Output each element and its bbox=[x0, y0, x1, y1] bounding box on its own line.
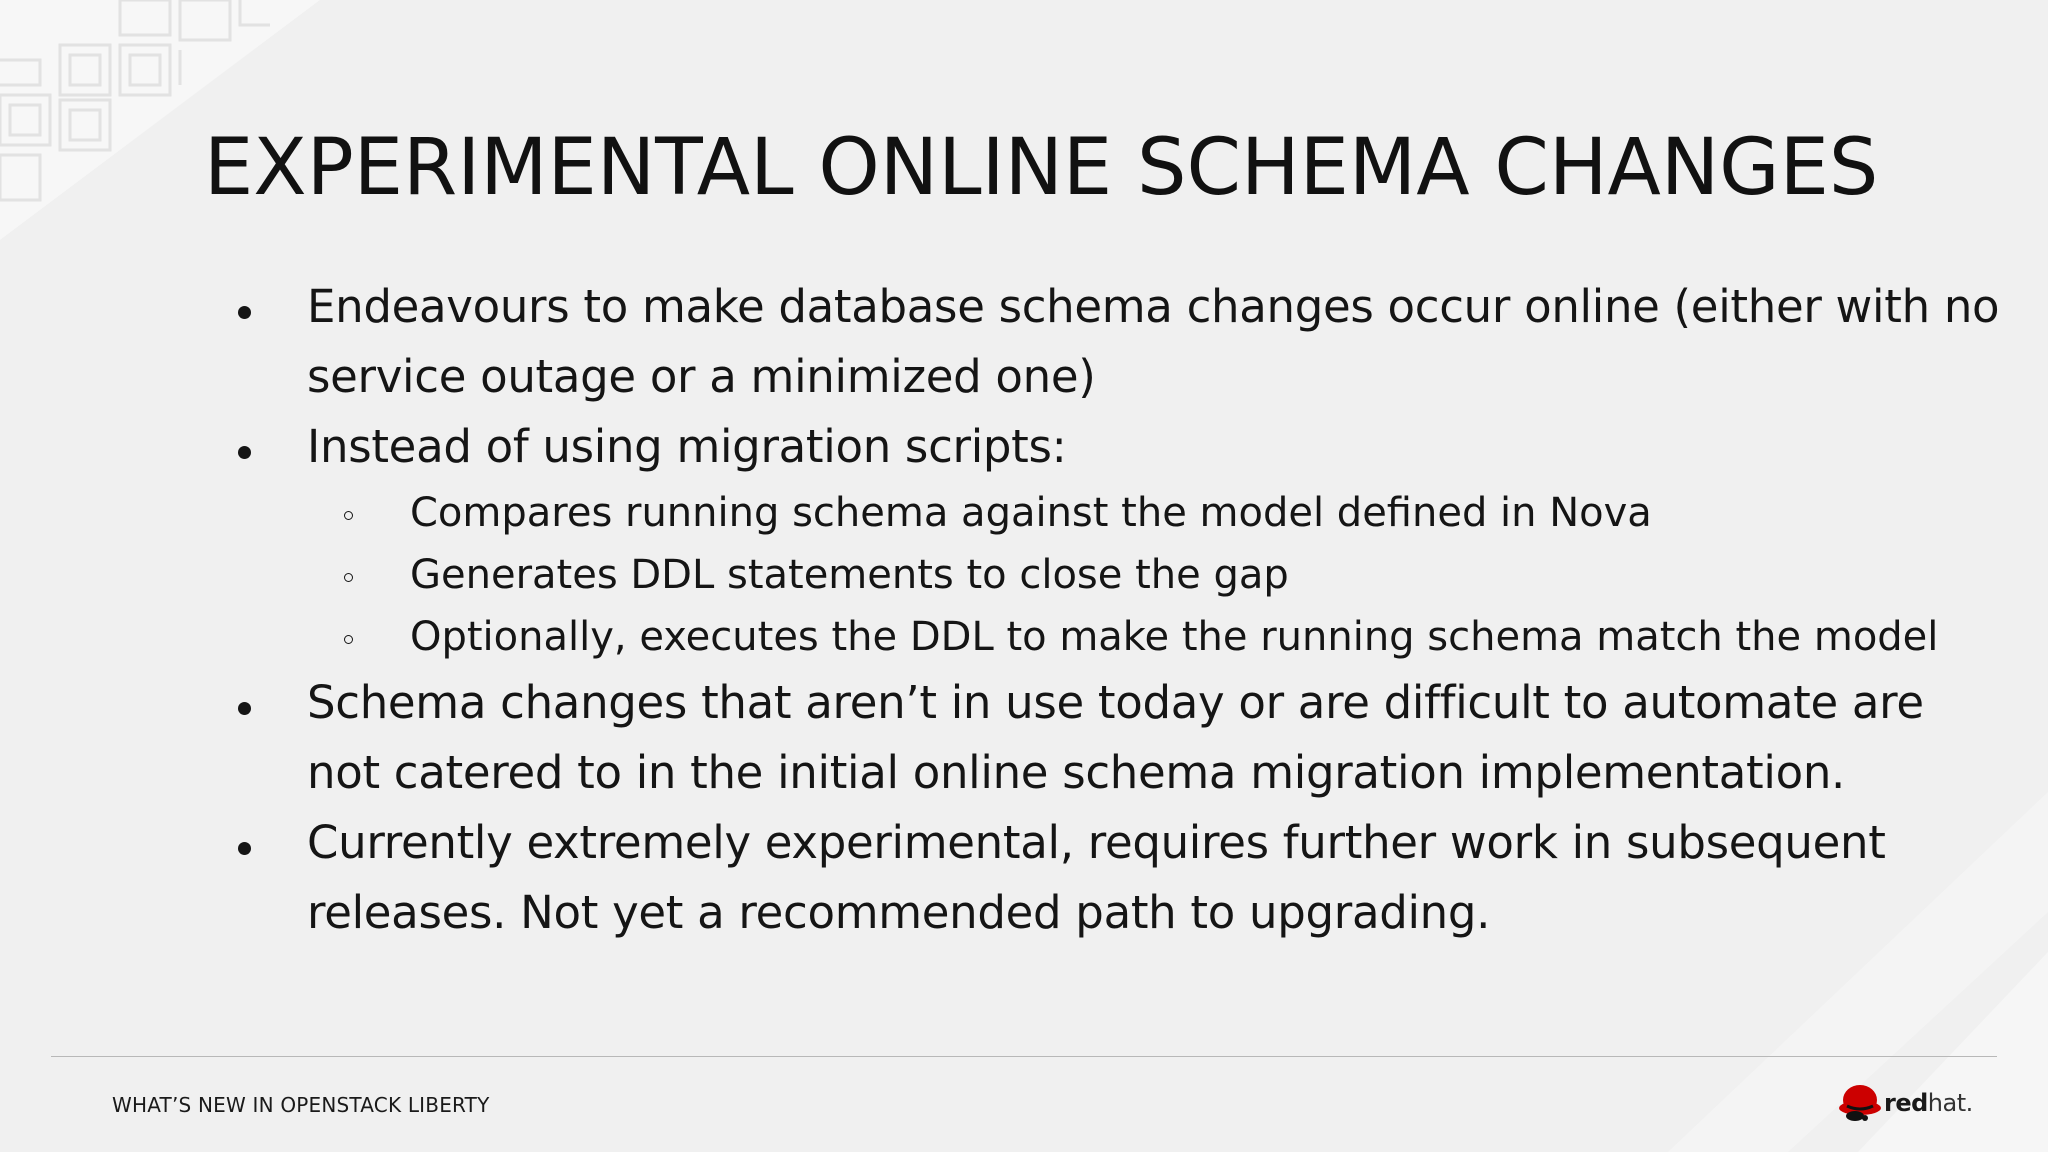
bullet-dot-icon bbox=[238, 306, 251, 319]
logo-word-light: hat. bbox=[1927, 1089, 1973, 1117]
sub-bullet-list bbox=[307, 482, 2010, 668]
sub-bullet-item bbox=[230, 482, 2010, 544]
sub-bullet-text: Optionally, executes the DDL to make the running schema match the model bbox=[410, 614, 1939, 660]
bullet-item bbox=[230, 412, 2010, 668]
bullet-list bbox=[230, 272, 2010, 948]
slide-content bbox=[230, 272, 2010, 948]
bullet-item bbox=[230, 668, 2010, 808]
redhat-logo bbox=[1838, 1082, 1973, 1124]
footer-divider bbox=[51, 1056, 1997, 1057]
bullet-text: Endeavours to make database schema changes occur online (either with no service outage or a minimized one) bbox=[307, 280, 2000, 403]
bullet-text: Schema changes that aren’t in use today or are difficult to automate are not catered to in the initial online schema migration implementation. bbox=[307, 676, 1924, 799]
bullet-circle-icon bbox=[344, 511, 353, 520]
sub-bullet-item bbox=[230, 606, 2010, 668]
bullet-text: Currently extremely experimental, requires further work in subsequent releases. Not yet a recommended path to upgrading. bbox=[307, 816, 1886, 939]
sub-bullet-text: Compares running schema against the model defined in Nova bbox=[410, 490, 1652, 536]
bullet-item bbox=[230, 808, 2010, 948]
bullet-dot-icon bbox=[238, 842, 251, 855]
logo-word-bold: red bbox=[1884, 1089, 1928, 1117]
footer-title: WHAT’S NEW IN OPENSTACK LIBERTY bbox=[112, 1093, 490, 1117]
redhat-shadowman-icon bbox=[1838, 1082, 1882, 1124]
bullet-dot-icon bbox=[238, 446, 251, 459]
sub-bullet-text: Generates DDL statements to close the gap bbox=[410, 552, 1289, 598]
slide-title: EXPERIMENTAL ONLINE SCHEMA CHANGES bbox=[204, 123, 1879, 213]
redhat-wordmark bbox=[1884, 1088, 1973, 1118]
bullet-dot-icon bbox=[238, 702, 251, 715]
bullet-circle-icon bbox=[344, 635, 353, 644]
bullet-circle-icon bbox=[344, 573, 353, 582]
sub-bullet-item bbox=[230, 544, 2010, 606]
bullet-item bbox=[230, 272, 2010, 412]
bullet-text: Instead of using migration scripts: bbox=[307, 420, 1067, 473]
